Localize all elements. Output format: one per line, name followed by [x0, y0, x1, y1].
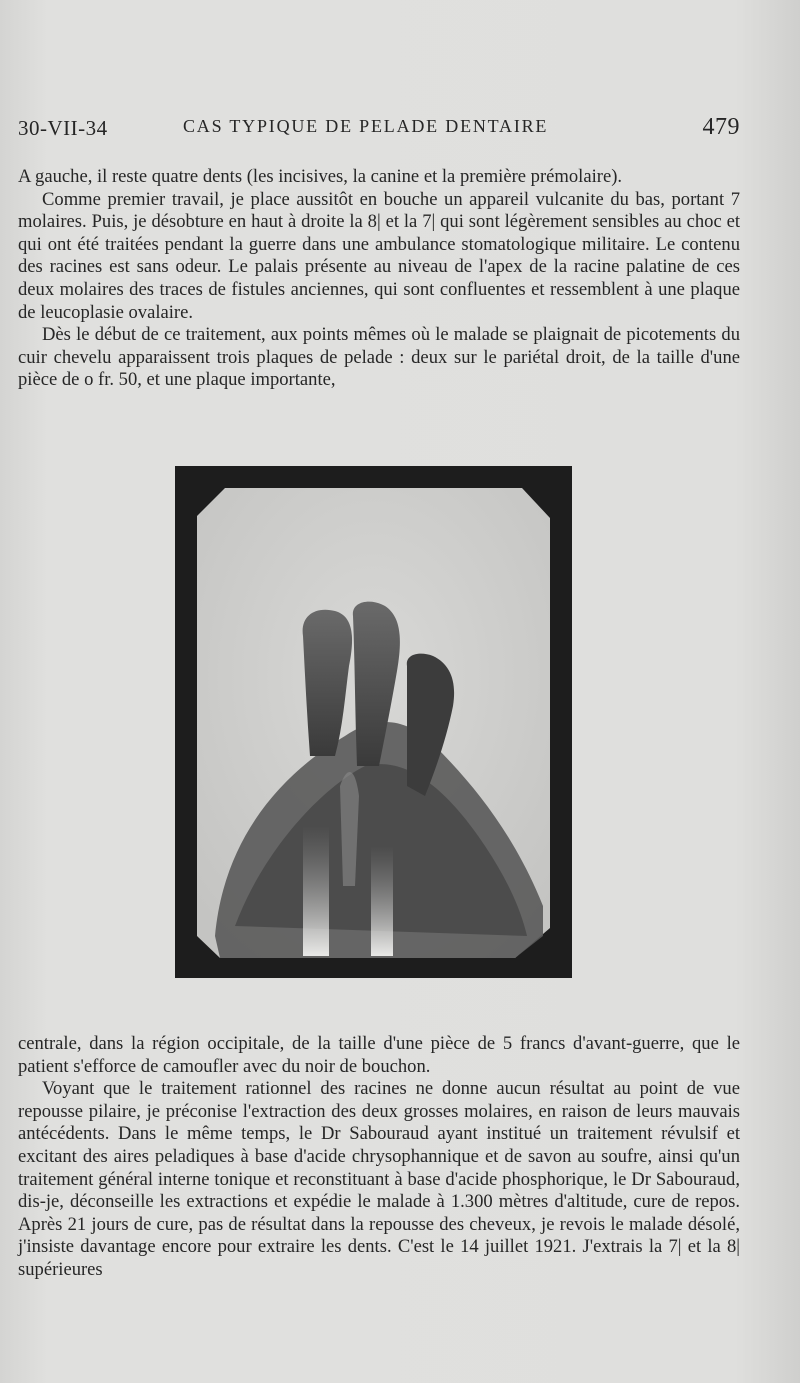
running-header: [18, 114, 740, 146]
text-block-top: [18, 166, 740, 392]
page-number: 479: [702, 114, 740, 140]
paragraph: Voyant que le traitement rationnel des racines ne donne aucun résultat au point de vue repousse pilaire, je préconise l'extraction des deux grosses molaires, en raison de leurs mauvais antécédents. Dans le même temps, le Dr Sabouraud ayant institué un traitement révulsif et excitant des aires peladiques à base d'acide chrysophannique et de savon au soufre, ainsi qu'un traitement général interne tonique et reconstituant à base d'acide phosphorique, le Dr Sabouraud, dis-je, déconseille les extractions et expédie le malade à 1.300 mètres d'altitude, cure de repos. Après 21 jours de cure, pas de résultat dans la repousse des cheveux, je revois le malade désolé, j'insiste davantage encore pour extraire les dents. C'est le 14 juillet 1921. J'extrais la 7| et la 8| supérieures: [18, 1078, 740, 1280]
paragraph: Dès le début de ce traitement, aux points mêmes où le malade se plaignait de picotements du cuir chevelu apparaissent trois plaques de pelade : deux sur le pariétal droit, de la taille d'une pièce de o fr. 50, et une plaque importante,: [18, 324, 740, 391]
dental-radiograph-figure: [175, 466, 572, 978]
paragraph: Comme premier travail, je place aussitôt en bouche un appareil vulcanite du bas, portant 7 molaires. Puis, je désobture en haut à droite la 8| et la 7| qui sont légèrement sensibles au choc et qui ont été traitées pendant la guerre dans une ambulance stomatologique militaire. Le contenu des racines est sans odeur. Le palais présente au niveau de l'apex de la racine palatine de ces deux molaires des traces de fistules anciennes, qui sont confluentes et ressemblent à une plaque de leucoplasie ovalaire.: [18, 188, 740, 323]
header-title: CAS TYPIQUE DE PELADE DENTAIRE: [183, 116, 549, 136]
radiograph-image: [175, 466, 572, 978]
paragraph: A gauche, il reste quatre dents (les incisives, la canine et la première prémolaire).: [18, 166, 623, 187]
header-reference: 30-VII-34: [18, 116, 108, 140]
paragraph: centrale, dans la région occipitale, de la taille d'une pièce de 5 francs d'avant-guerre, que le patient s'efforce de camoufler avec du noir de bouchon.: [18, 1033, 740, 1077]
text-block-bottom: [18, 1033, 740, 1282]
